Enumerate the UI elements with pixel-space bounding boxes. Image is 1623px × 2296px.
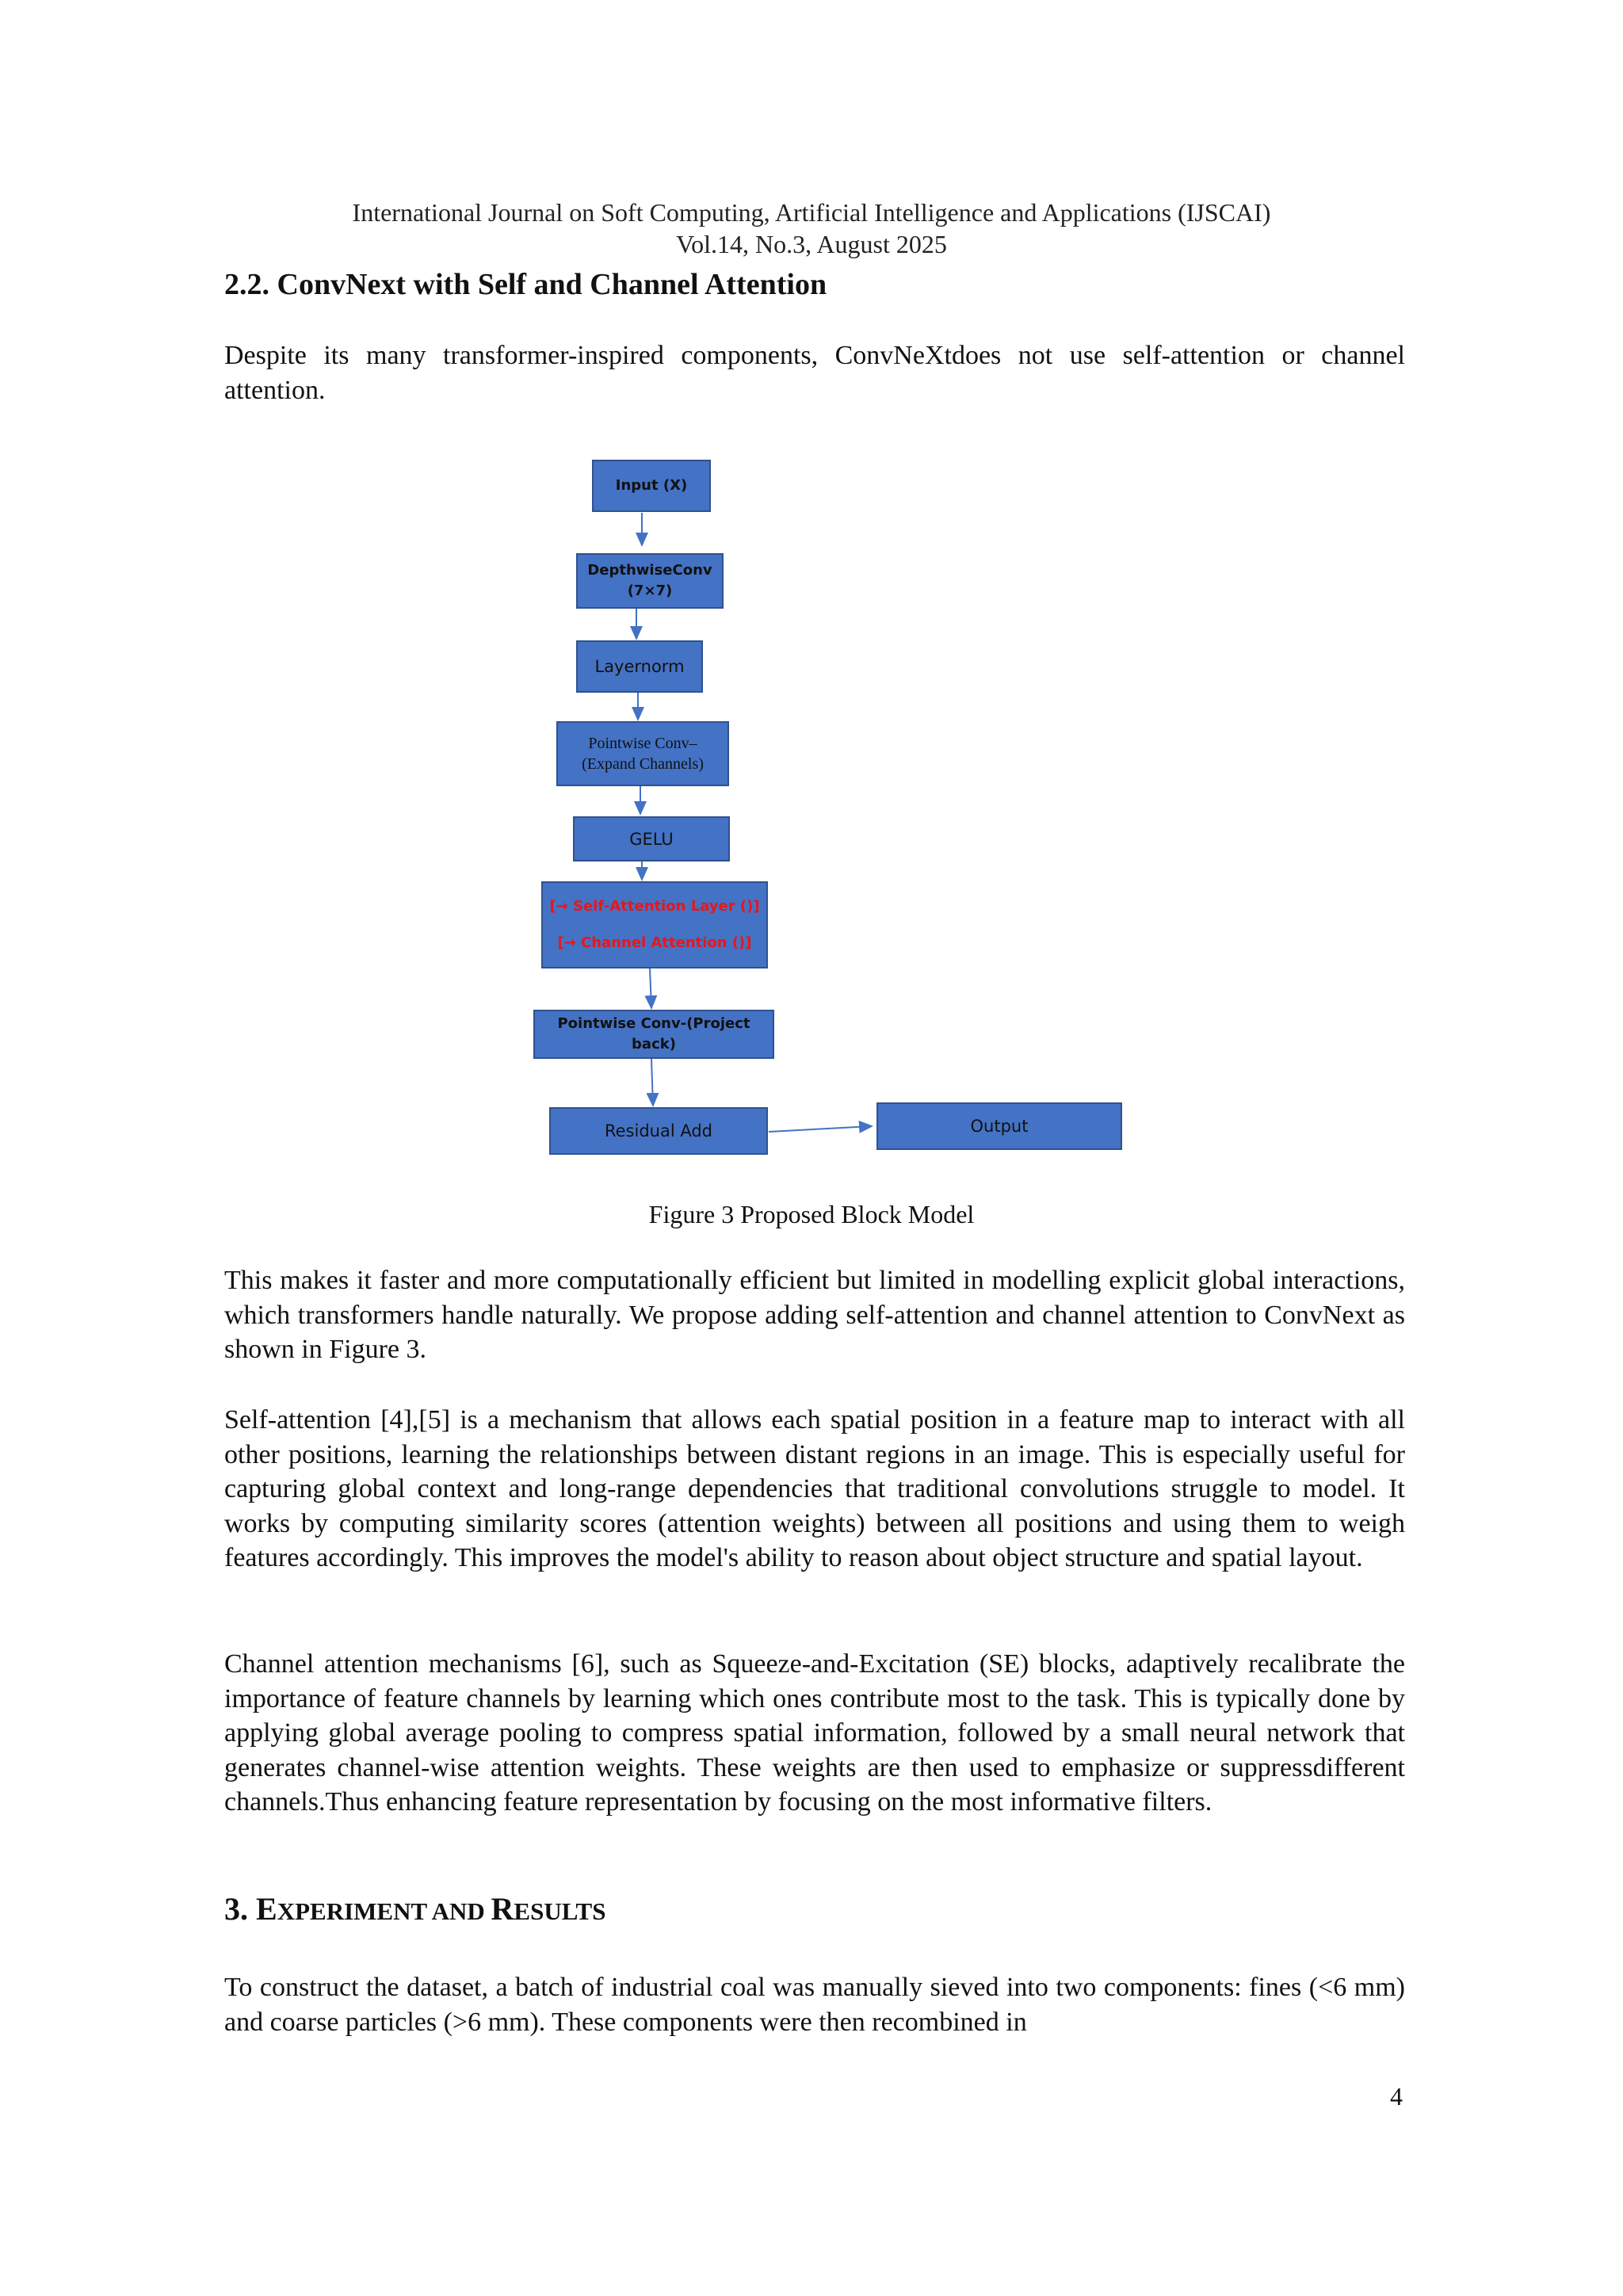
intro-paragraph: Despite its many transformer-inspired components, ConvNeXtdoes not use self-attention or channel attention. bbox=[224, 341, 1405, 405]
pointwise-project-block bbox=[533, 1010, 774, 1059]
arrow-project-residual bbox=[651, 1059, 653, 1106]
attention-block bbox=[541, 881, 768, 968]
self-attention-label: [→ Self-Attention Layer ()] bbox=[549, 898, 760, 915]
output-block bbox=[876, 1102, 1122, 1150]
page-number: 4 bbox=[1390, 2082, 1403, 2111]
residual-add-label: Residual Add bbox=[604, 1121, 713, 1140]
volume-header: Vol.14, No.3, August 2025 bbox=[676, 230, 947, 258]
gelu-block bbox=[573, 816, 730, 861]
pointwise-expand-label: Pointwise Conv– bbox=[588, 735, 697, 752]
section-3-title bbox=[224, 1891, 605, 1930]
section-3-title-r: R bbox=[491, 1891, 514, 1927]
arrow-residual-output bbox=[769, 1126, 872, 1132]
section-2-2-title: 2.2. ConvNext with Self and Channel Attention bbox=[224, 268, 827, 301]
channel-attention-label: [→ Channel Attention ()] bbox=[557, 934, 752, 951]
pointwise-expand-block bbox=[556, 721, 729, 786]
arrow-attention-project bbox=[650, 968, 651, 1008]
pointwise-expand-detail: (Expand Channels) bbox=[582, 755, 704, 773]
gelu-label: GELU bbox=[629, 829, 674, 849]
section-3-title-xperiment: XPERIMENT AND bbox=[277, 1897, 491, 1925]
residual-add-block bbox=[549, 1107, 768, 1155]
pointwise-project-label: Pointwise Conv-(Project back) bbox=[557, 1015, 750, 1052]
paragraph-after-figure: This makes it faster and more computationally efficient but limited in modelling explicit global interactions, which transformers handle naturally. We propose adding self-attention and channel attention to ConvNext as shown in Figure 3. bbox=[224, 1266, 1405, 1364]
input-block bbox=[592, 460, 711, 512]
figure-caption: Figure 3 Proposed Block Model bbox=[648, 1200, 975, 1228]
layernorm-block bbox=[576, 640, 703, 693]
depthwise-conv-label: DepthwiseConv bbox=[587, 562, 712, 579]
depthwise-conv-kernel: (7×7) bbox=[627, 583, 673, 599]
channel-attention-paragraph: Channel attention mechanisms [6], such as Squeeze-and-Excitation (SE) blocks, adaptively recalibrate the importance of feature channels by learning which ones contribute most to the task. This is typically done by applying global average pooling to compress spatial information, followed by a small neural network that generates channel-wise attention weights. These weights are then used to emphasize or suppressdifferent channels.Thus enhancing feature representation by focusing on the most informative filters. bbox=[224, 1649, 1405, 1817]
self-attention-paragraph: Self-attention [4],[5] is a mechanism that allows each spatial position in a feature map to interact with all other positions, learning the relationships between distant regions in an image. This is especially useful for capturing global context and long-range dependencies that traditional convolutions struggle to model. It works by computing similarity scores (attention weights) between all positions and using them to weigh features accordingly. This improves the model's ability to reason about object structure and spatial layout. bbox=[224, 1405, 1405, 1572]
section-3-title-esults: ESULTS bbox=[514, 1897, 606, 1925]
experiment-paragraph: To construct the dataset, a batch of industrial coal was manually sieved into two components: fines (<6 mm) and coarse particles (>6 mm). These components were then recombined in bbox=[224, 1973, 1405, 2037]
journal-header: International Journal on Soft Computing, Artificial Intelligence and Applications (IJSCAI) bbox=[352, 198, 1271, 227]
input-block-label: Input (X) bbox=[615, 477, 688, 494]
section-3-title-e: E bbox=[256, 1891, 277, 1927]
section-3-number: 3. bbox=[224, 1891, 248, 1927]
layernorm-label: Layernorm bbox=[594, 657, 685, 676]
depthwise-conv-block bbox=[576, 553, 724, 609]
output-label: Output bbox=[970, 1117, 1029, 1136]
